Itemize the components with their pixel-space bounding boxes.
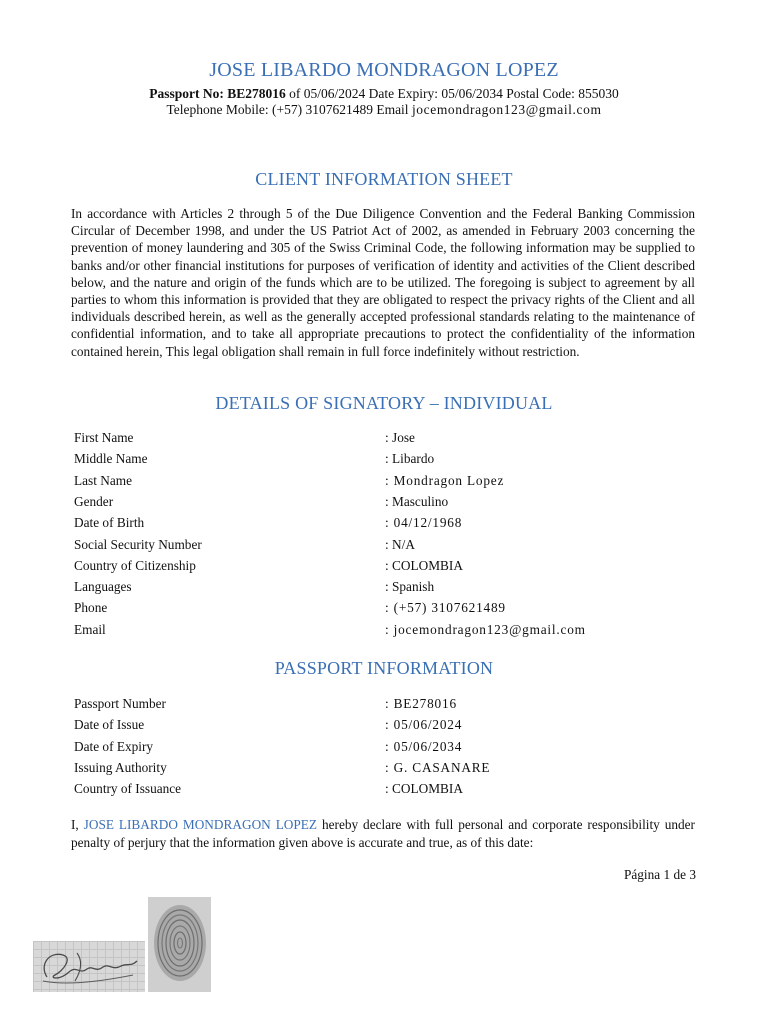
signature-scribble-icon [33,941,145,992]
signatory-details-title: DETAILS OF SIGNATORY – INDIVIDUAL [215,393,553,413]
detail-value: : COLOMBIA [385,781,463,797]
detail-row [0,473,768,493]
detail-value: : Mondragon Lopez [385,472,505,488]
client-information-title: CLIENT INFORMATION SHEET [255,169,513,189]
detail-label: Date of Expiry [74,738,154,754]
detail-label: First Name [74,430,134,445]
detail-value: : G. CASANARE [385,759,491,775]
detail-label: Middle Name [74,451,148,467]
detail-value: : N/A [385,536,415,552]
detail-label: Passport Number [74,696,166,711]
detail-value: : Jose [385,430,415,445]
detail-label: Date of Issue [74,717,145,733]
fingerprint-image [148,897,211,992]
client-name-heading: JOSE LIBARDO MONDRAGON LOPEZ [209,59,559,81]
detail-row [0,430,768,450]
detail-row [0,696,768,716]
contact-line [0,102,768,118]
fingerprint-icon [148,897,211,992]
detail-row [0,515,768,535]
page-number: Página 1 de 3 [623,867,696,882]
passport-summary-line [0,86,768,102]
passport-dates-postal: of 05/06/2024 Date Expiry: 05/06/2034 Postal Code: 855030 [289,86,619,101]
detail-row [0,558,768,578]
detail-label: Last Name [74,472,132,488]
detail-value: : Masculino [385,493,449,509]
detail-row [0,739,768,759]
declaration-name: JOSE LIBARDO MONDRAGON LOPEZ [83,817,318,832]
detail-value: : 05/06/2034 [385,738,463,754]
detail-value: : Spanish [385,579,435,595]
detail-value: : (+57) 3107621489 [385,600,506,616]
detail-row [0,717,768,737]
passport-number: BE278016 [227,86,286,101]
detail-label: Date of Birth [74,515,145,531]
detail-label: Issuing Authority [74,759,167,775]
detail-row [0,579,768,599]
detail-row [0,622,768,642]
detail-row [0,494,768,514]
detail-row [0,451,768,471]
detail-value: : 05/06/2024 [385,717,463,733]
detail-row [0,781,768,801]
declaration-text: hereby declare with full personal and corporate responsibility under penalty of perjury that the information given above is accurate and true, as of this date: [71,817,695,850]
detail-label: Languages [74,579,132,595]
legal-paragraph: In accordance with Articles 2 through 5 of the Due Diligence Convention and the Federal Banking Commission Circular of December 1998, and under the US Patriot Act of 2002, as amended in February 2003 concerning the prevention of money laundering and 305 of the Swiss Criminal Code, the following information may be supplied to banks and/or other financial institutions for purposes of verification of identity and activities of the Client described below, and the nature and origin of the funds which are to be utilized. The foregoing is subject to agreement by all parties to whom this information is provided that they are obligated to respect the privacy rights of the Client and all individuals described herein, as well as the generally accepted professional standards relating to the maintenance of confidential information, and to take all appropriate precautions to protect the confidentiality of the information contained herein, This legal obligation shall remain in full force indefinitely without restriction. [71,206,695,359]
detail-value: : 04/12/1968 [385,515,463,531]
detail-label: Email [74,621,106,637]
declaration-paragraph [71,816,695,851]
detail-label: Social Security Number [74,536,202,552]
detail-row [0,760,768,780]
detail-row [0,600,768,620]
detail-value: : Libardo [385,451,435,467]
telephone-text: Telephone Mobile: (+57) 3107621489 Email [166,102,409,117]
passport-information-title: PASSPORT INFORMATION [274,658,494,678]
detail-value: : COLOMBIA [385,557,463,573]
detail-row [0,537,768,557]
detail-label: Phone [74,600,108,616]
signature-image [33,941,145,992]
detail-label: Country of Citizenship [74,557,196,573]
detail-label: Gender [74,493,114,509]
detail-label: Country of Issuance [74,781,182,797]
detail-value: : jocemondragon123@gmail.com [385,621,586,637]
detail-value: : BE278016 [385,696,457,711]
passport-label: Passport No: [149,86,224,101]
header-email: jocemondragon123@gmail.com [411,102,602,117]
declaration-prefix: I, [71,817,79,832]
